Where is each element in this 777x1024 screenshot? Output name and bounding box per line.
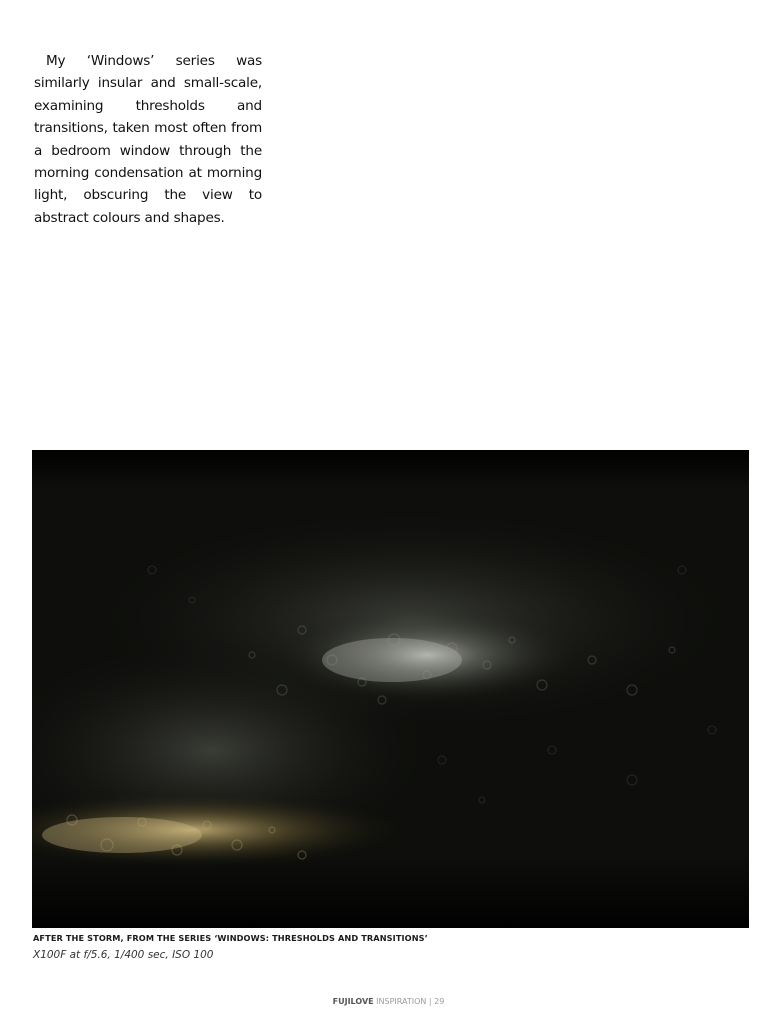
page-footer (0, 997, 777, 1006)
figure-caption-title: AFTER THE STORM, FROM THE SERIES ‘WINDOWS: THRESHOLDS AND TRANSITIONS’ (33, 933, 428, 943)
body-paragraph (34, 50, 262, 229)
paragraph-text: My ‘Windows’ series was similarly insular and small-scale, examining thresholds and transitions, taken most often from a bedroom window through the morning condensation at morning light, obscuring the view to abstract colours and shapes. (34, 53, 262, 226)
photograph-windows-after-the-storm (32, 450, 749, 928)
photograph-artwork (32, 450, 749, 928)
footer-brand: FUJILOVE (332, 997, 374, 1006)
footer-separator: | (426, 997, 435, 1006)
figure-caption-camera-settings: X100F at f/5.6, 1/400 sec, ISO 100 (33, 949, 214, 961)
footer-section: INSPIRATION (373, 997, 427, 1006)
footer-page-number: 29 (434, 997, 445, 1006)
